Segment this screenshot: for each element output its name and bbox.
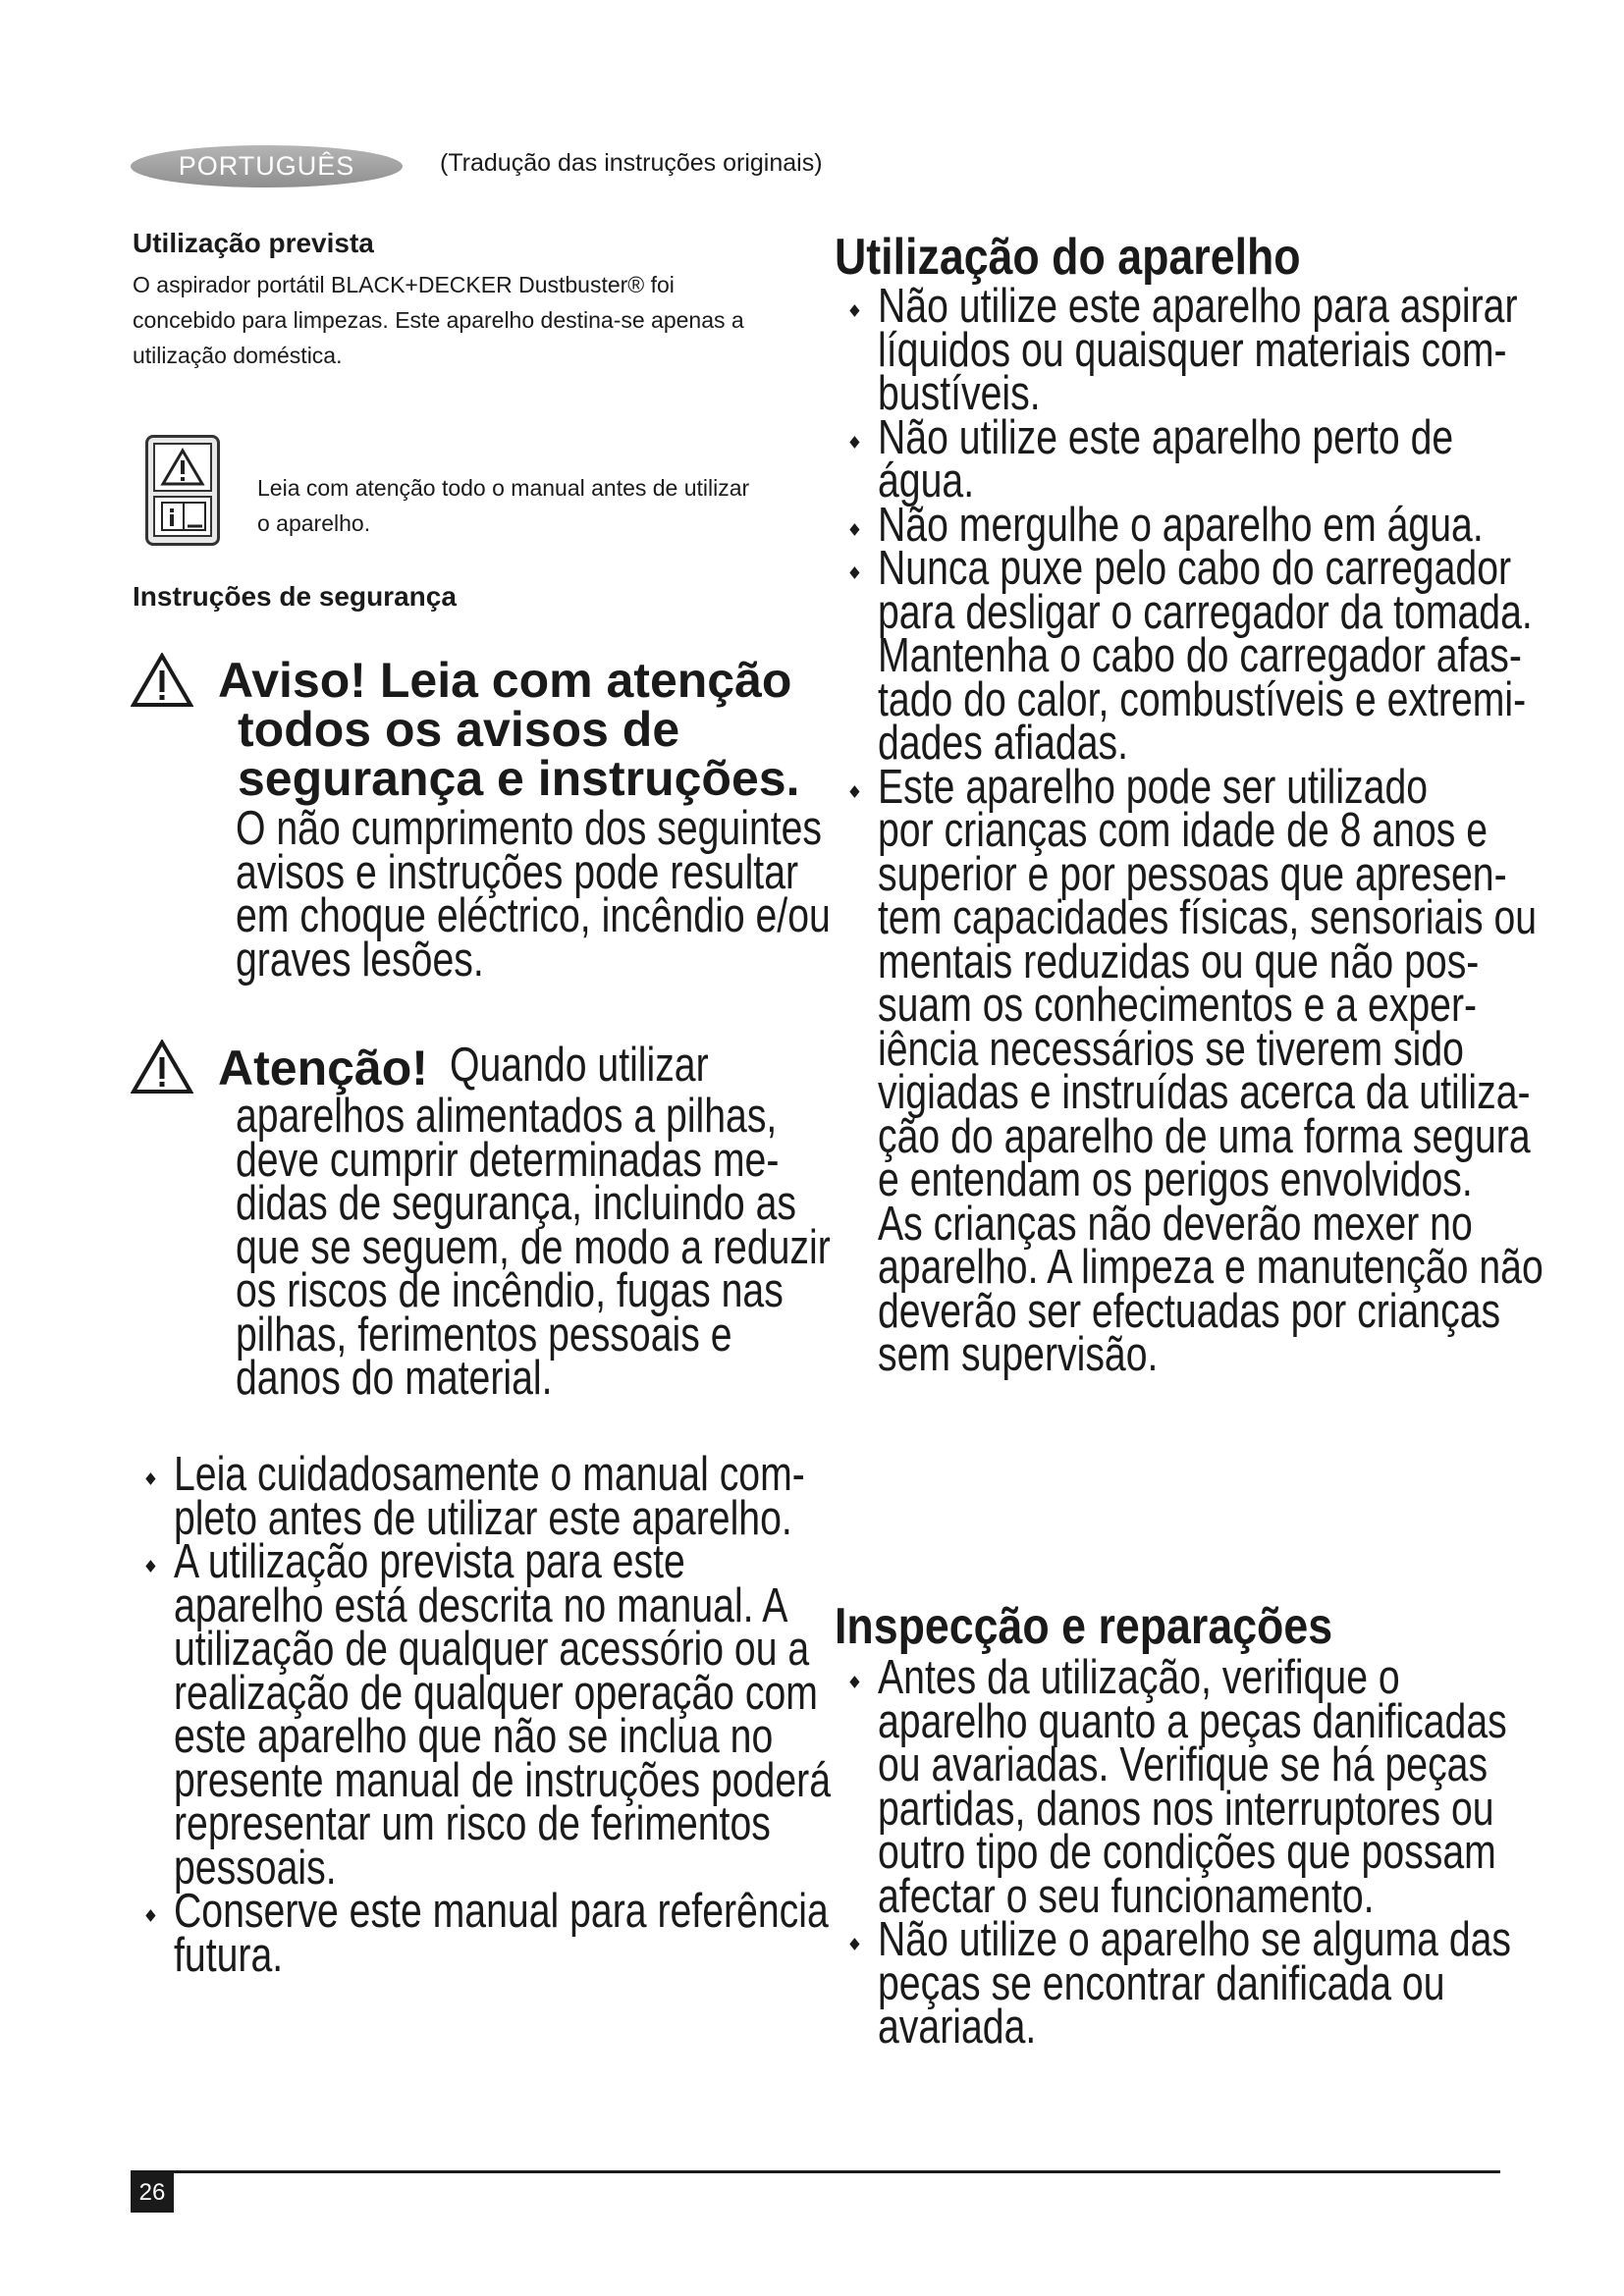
text-line: concebido para limpezas. Este aparelho destina-se apenas a bbox=[133, 307, 744, 333]
caution-title: Atenção! bbox=[218, 1041, 428, 1095]
text-line: ção do aparelho de uma forma segura bbox=[878, 1109, 1531, 1163]
text-line: O aspirador portátil BLACK+DECKER Dustbuster® foi bbox=[133, 272, 675, 297]
text-line: Este aparelho pode ser utilizado bbox=[878, 760, 1429, 814]
text-line: tem capacidades físicas, sensoriais ou bbox=[878, 891, 1538, 944]
text-line: por crianças com idade de 8 anos e bbox=[878, 804, 1489, 857]
text-line: superior e por pessoas que apresen- bbox=[878, 847, 1507, 901]
manual-notice-text bbox=[257, 470, 749, 541]
text-line: ou avariadas. Verifique se há peças bbox=[878, 1738, 1489, 1791]
text-line: graves lesões. bbox=[236, 933, 484, 987]
page-number: 26 bbox=[131, 2173, 174, 2213]
bullet-icon bbox=[145, 1909, 155, 1922]
text-line: Mantenha o cabo do carregador afas- bbox=[878, 629, 1522, 682]
text-line: danos do material. bbox=[236, 1352, 553, 1405]
inspection-list bbox=[878, 1651, 1624, 2054]
text-line: Conserve este manual para referência bbox=[174, 1885, 829, 1938]
bullet-icon bbox=[145, 1472, 155, 1485]
inspection-heading: Inspecção e reparações bbox=[835, 1598, 1333, 1655]
list-item bbox=[174, 1535, 832, 1895]
intended-use-text bbox=[133, 267, 744, 373]
footer-divider bbox=[131, 2170, 1500, 2173]
text-line: presente manual de instruções poderá bbox=[174, 1753, 832, 1807]
text-line: os riscos de incêndio, fugas nas bbox=[236, 1264, 784, 1317]
text-line: e entendam os perigos envolvidos. bbox=[878, 1153, 1473, 1206]
list-item bbox=[878, 1651, 1511, 1923]
list-item bbox=[878, 760, 1543, 1381]
text-line: Não utilize este aparelho perto de bbox=[878, 410, 1454, 464]
text-line: utilização de qualquer acessório ou a bbox=[174, 1623, 810, 1676]
text-line: As crianças não deverão mexer no bbox=[878, 1197, 1473, 1251]
bullet-icon bbox=[849, 523, 859, 536]
caution-body bbox=[236, 1090, 831, 1405]
text-line: O não cumprimento dos seguintes bbox=[236, 802, 823, 855]
caution-triangle-icon bbox=[131, 1040, 193, 1095]
text-line: outro tipo de condições que possam bbox=[878, 1826, 1496, 1879]
text-line: avariada. bbox=[878, 2001, 1037, 2054]
bullet-icon bbox=[145, 1560, 155, 1573]
text-line: Leia cuidadosamente o manual com- bbox=[174, 1448, 805, 1501]
text-line: deverão ser efectuadas por crianças bbox=[878, 1284, 1501, 1338]
text-line: água. bbox=[878, 454, 975, 507]
text-line: avisos e instruções pode resultar bbox=[236, 845, 799, 899]
appliance-use-heading: Utilização do aparelho bbox=[835, 229, 1301, 286]
list-item bbox=[174, 1885, 831, 1982]
safety-heading: Instruções de segurança bbox=[133, 581, 457, 612]
text-line: utilização doméstica. bbox=[133, 343, 343, 368]
intended-use-heading: Utilização prevista bbox=[133, 228, 374, 258]
text-line: Não mergulhe o aparelho em água. bbox=[878, 498, 1484, 552]
text-line: pilhas, ferimentos pessoais e bbox=[236, 1308, 732, 1362]
text-line: dades afiadas. bbox=[878, 717, 1128, 770]
text-line: deve cumprir determinadas me- bbox=[236, 1133, 780, 1187]
text-line: pessoais. bbox=[174, 1841, 337, 1895]
warning-title-line: Aviso! Leia com atenção bbox=[218, 653, 792, 708]
list-item bbox=[878, 280, 1543, 420]
text-line: bustíveis. bbox=[878, 367, 1041, 420]
text-line: futura. bbox=[174, 1928, 284, 1982]
text-line: didas de segurança, incluindo as bbox=[236, 1177, 796, 1230]
text-line: em choque eléctrico, incêndio e/ou bbox=[236, 889, 831, 942]
text-line: Não utilize o aparelho se alguma das bbox=[878, 1913, 1512, 1966]
text-line: Não utilize este aparelho para aspirar bbox=[878, 280, 1518, 333]
text-line: aparelho quanto a peças danificadas bbox=[878, 1694, 1507, 1748]
text-line: que se seguem, de modo a reduzir bbox=[236, 1220, 831, 1274]
list-item bbox=[174, 1448, 831, 1545]
read-manual-icon bbox=[145, 435, 220, 546]
bullet-icon bbox=[849, 566, 859, 579]
text-line: realização de qualquer operação com bbox=[174, 1666, 818, 1720]
text-line: o aparelho. bbox=[257, 510, 371, 536]
text-line: afectar o seu funcionamento. bbox=[878, 1869, 1375, 1923]
text-line: Nunca puxe pelo cabo do carregador bbox=[878, 542, 1512, 595]
language-badge: PORTUGUÊS bbox=[131, 145, 403, 187]
warning-triangle-icon bbox=[131, 653, 193, 708]
text-line: aparelho. A limpeza e manutenção não bbox=[878, 1241, 1543, 1294]
text-line: sem supervisão. bbox=[878, 1328, 1159, 1381]
text-line: pleto antes de utilizar este aparelho. bbox=[174, 1491, 792, 1545]
translation-note: (Tradução das instruções originais) bbox=[440, 149, 823, 177]
text-line: para desligar o carregador da tomada. bbox=[878, 585, 1533, 639]
warning-title-line: todos os avisos de bbox=[238, 702, 680, 757]
text-line: suam os conhecimentos e a exper- bbox=[878, 979, 1478, 1032]
text-line: mentais reduzidas ou que não pos- bbox=[878, 934, 1480, 988]
text-line: representar um risco de ferimentos bbox=[174, 1797, 771, 1850]
text-line: tado do calor, combustíveis e extremi- bbox=[878, 672, 1527, 726]
text-line: partidas, danos nos interruptores ou bbox=[878, 1782, 1494, 1836]
text-line: peças se encontrar danificada ou bbox=[878, 1956, 1445, 2010]
caution-first-line: Quando utilizar bbox=[450, 1039, 709, 1092]
bullet-icon bbox=[849, 436, 859, 449]
list-item bbox=[878, 410, 1543, 507]
list-item bbox=[878, 542, 1543, 770]
warning-body bbox=[236, 802, 831, 987]
list-item bbox=[878, 1913, 1512, 2054]
text-line: este aparelho que não se inclua no bbox=[174, 1710, 774, 1763]
bullet-icon bbox=[849, 304, 859, 317]
text-line: aparelhos alimentados a pilhas, bbox=[236, 1090, 778, 1143]
text-line: Antes da utilização, verifique o bbox=[878, 1651, 1400, 1704]
text-line: Leia com atenção todo o manual antes de utilizar bbox=[257, 475, 750, 501]
warning-title-line: segurança e instruções. bbox=[238, 751, 800, 806]
warning-title bbox=[218, 653, 800, 806]
safety-bullet-list bbox=[174, 1448, 995, 1982]
text-line: aparelho está descrita no manual. A bbox=[174, 1578, 788, 1632]
list-item bbox=[878, 498, 1543, 552]
bullet-icon bbox=[849, 785, 859, 798]
text-line: líquidos ou quaisquer materiais com- bbox=[878, 323, 1507, 377]
appliance-use-list bbox=[878, 280, 1624, 1381]
text-line: vigiadas e instruídas acerca da utiliza- bbox=[878, 1066, 1531, 1119]
text-line: A utilização prevista para este bbox=[174, 1535, 685, 1588]
text-line: iência necessários se tiverem sido bbox=[878, 1022, 1464, 1076]
